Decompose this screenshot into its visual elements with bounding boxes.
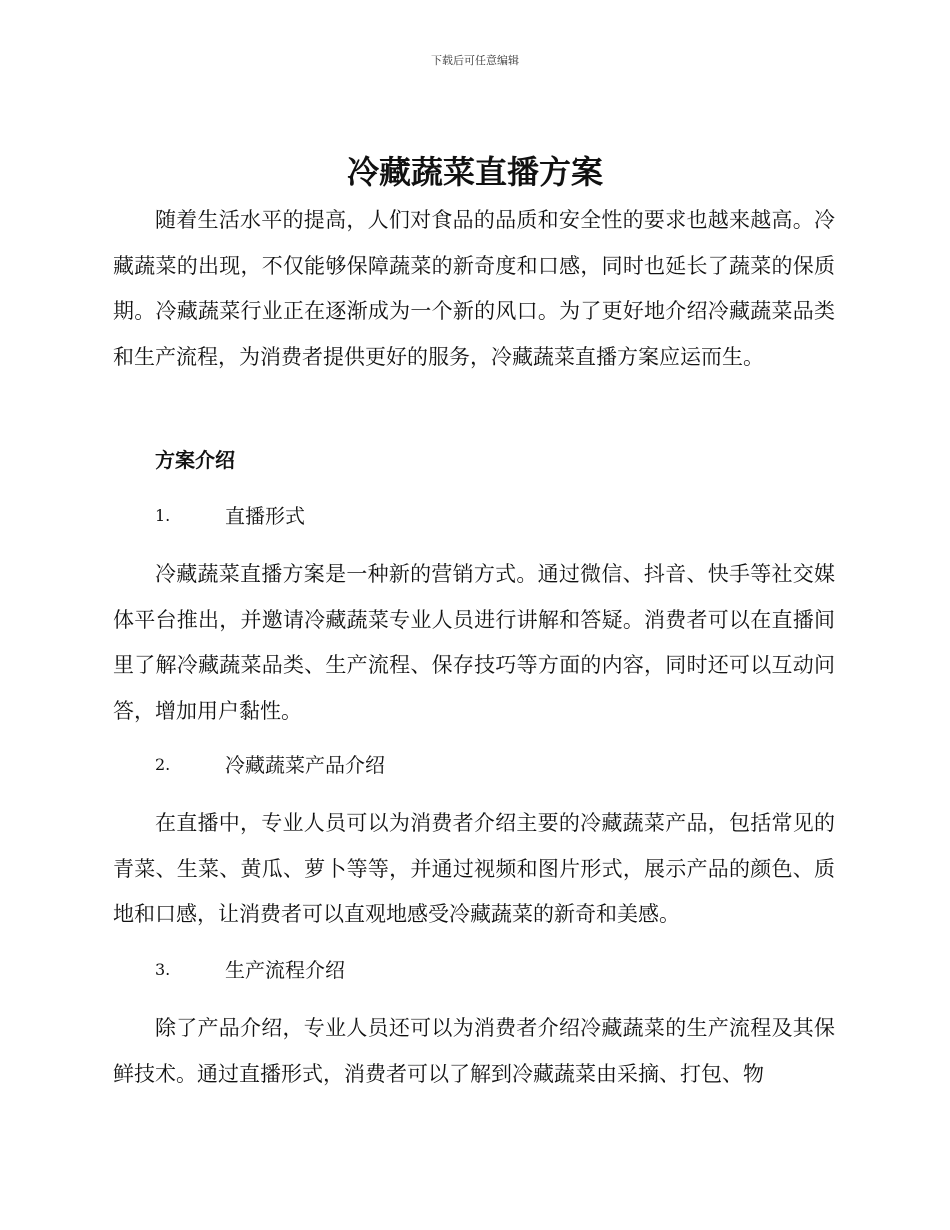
list-item-heading bbox=[155, 955, 345, 985]
list-item-number: 1. bbox=[155, 506, 171, 525]
list-item-title: 生产流程介绍 bbox=[225, 958, 345, 982]
section-heading: 方案介绍 bbox=[155, 448, 235, 472]
list-item-heading bbox=[155, 501, 305, 531]
header-note: 下载后可任意编辑 bbox=[431, 54, 519, 67]
item-paragraph: 除了产品介绍，专业人员还可以为消费者介绍冷藏蔬菜的生产流程及其保鲜技术。通过直播形式，消费者可以了解到冷藏蔬菜由采摘、打包、物 bbox=[113, 1016, 835, 1086]
item-paragraph: 冷藏蔬菜直播方案是一种新的营销方式。通过微信、抖音、快手等社交媒体平台推出，并邀请冷藏蔬菜专业人员进行讲解和答疑。消费者可以在直播间里了解冷藏蔬菜品类、生产流程、保存技巧等方面的内容，同时还可以互动问答，增加用户黏性。 bbox=[113, 562, 835, 723]
list-item-title: 直播形式 bbox=[225, 504, 305, 528]
intro-paragraph: 随着生活水平的提高，人们对食品的品质和安全性的要求也越来越高。冷藏蔬菜的出现，不仅能够保障蔬菜的新奇度和口感，同时也延长了蔬菜的保质期。冷藏蔬菜行业正在逐渐成为一个新的风口。为了更好地介绍冷藏蔬菜品类和生产流程，为消费者提供更好的服务，冷藏蔬菜直播方案应运而生。 bbox=[113, 208, 835, 369]
list-item-heading bbox=[155, 750, 385, 780]
item-paragraph: 在直播中，专业人员可以为消费者介绍主要的冷藏蔬菜产品，包括常见的青菜、生菜、黄瓜、萝卜等等，并通过视频和图片形式，展示产品的颜色、质地和口感，让消费者可以直观地感受冷藏蔬菜的新奇和美感。 bbox=[113, 811, 835, 926]
list-item-title: 冷藏蔬菜产品介绍 bbox=[225, 753, 385, 777]
document-title: 冷藏蔬菜直播方案 bbox=[346, 153, 603, 191]
list-item-number: 3. bbox=[155, 960, 171, 979]
list-item-number: 2. bbox=[155, 755, 171, 774]
